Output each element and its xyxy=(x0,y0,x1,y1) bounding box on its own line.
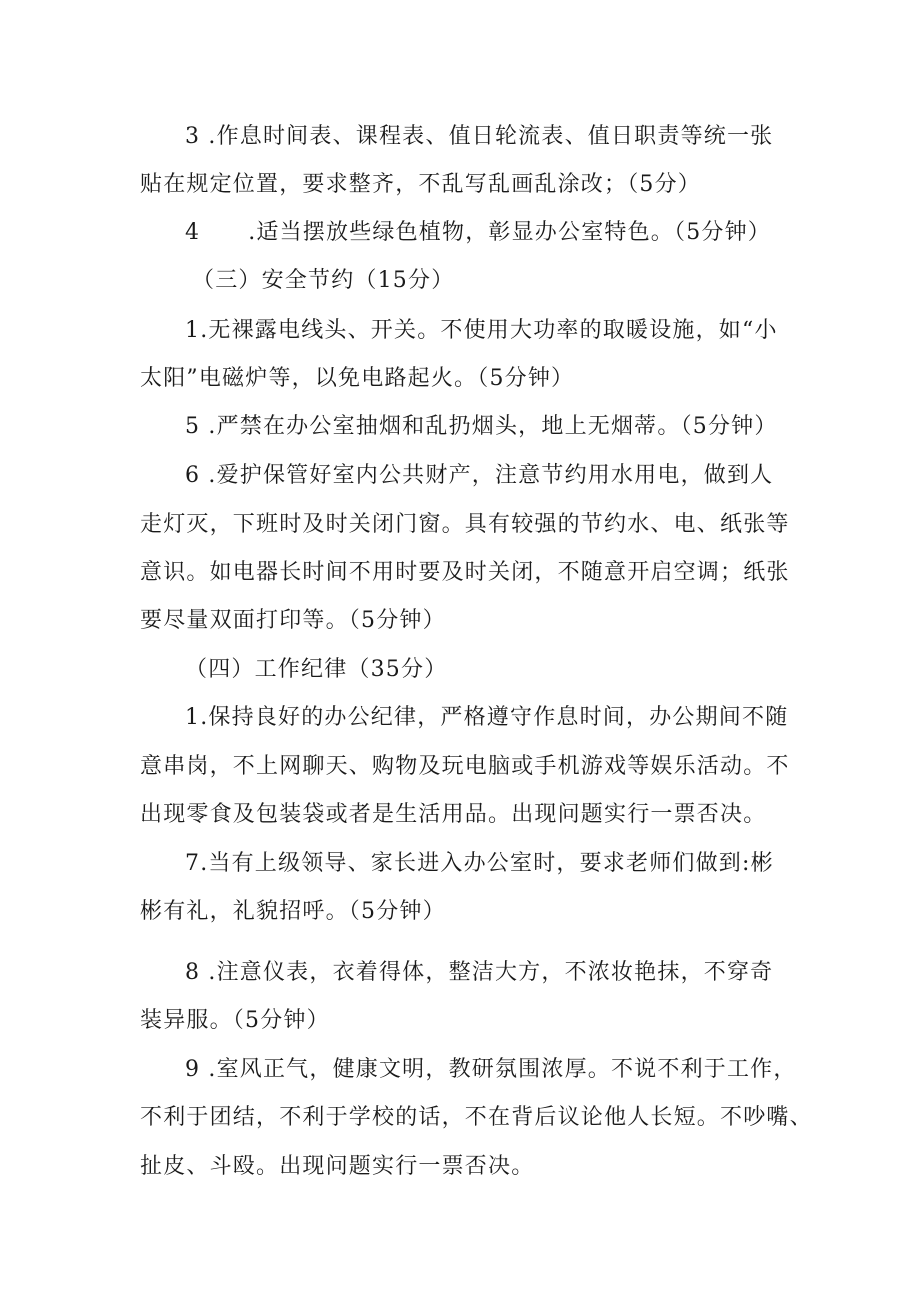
paragraph-line: 5 .严禁在办公室抽烟和乱扔烟头，地上无烟蒂。（5分钟） xyxy=(185,414,778,439)
paragraph-line: 扯皮、斗殴。出现问题实行一票否决。 xyxy=(140,1154,535,1179)
paragraph-line: 3 .作息时间表、课程表、值日轮流表、值日职责等统一张 xyxy=(185,124,774,149)
paragraph-line: 意识。如电器长时间不用时要及时关闭，不随意开启空调；纸张 xyxy=(140,560,790,585)
paragraph-line: 不利于团结，不利于学校的话，不在背后议论他人长短。不吵嘴、 xyxy=(140,1105,813,1130)
paragraph-line: 贴在规定位置，要求整齐，不乱写乱画乱涂改；（5分） xyxy=(140,172,701,197)
paragraph-line: 走灯灭，下班时及时关闭门窗。具有较强的节约水、电、纸张等 xyxy=(140,512,790,537)
paragraph-line: 9 .室风正气，健康文明，教研氛围浓厚。不说不利于工作， xyxy=(185,1057,797,1082)
item-text: .适当摆放些绿色植物，彰显办公室特色。（5分钟） xyxy=(248,220,771,245)
paragraph-line: 意串岗，不上网聊天、购物及玩电脑或手机游戏等娱乐活动。不 xyxy=(140,754,790,779)
paragraph-line xyxy=(0,218,920,248)
paragraph-line: 1.保持良好的办公纪律，严格遵守作息时间，办公期间不随 xyxy=(185,705,789,730)
paragraph-line: 7.当有上级领导、家长进入办公室时，要求老师们做到:彬 xyxy=(185,851,774,876)
section-heading: （四）工作纪律（35分） xyxy=(185,657,448,682)
paragraph-line: 装异服。（5分钟） xyxy=(140,1008,330,1033)
paragraph-line: 彬有礼，礼貌招呼。（5分钟） xyxy=(140,899,446,924)
section-heading: （三）安全节约（15分） xyxy=(192,268,455,293)
item-number: 4 xyxy=(185,220,201,245)
paragraph-line: 要尽量双面打印等。（5分钟） xyxy=(140,608,446,633)
paragraph-line: 8 .注意仪表，衣着得体，整洁大方，不浓妆艳抹，不穿奇 xyxy=(185,960,774,985)
paragraph-line: 出现零食及包装袋或者是生活用品。出现问题实行一票否决。 xyxy=(140,802,767,827)
paragraph-line: 太阳”电磁炉等，以免电路起火。（5分钟） xyxy=(140,366,575,391)
paragraph-line: 1.无裸露电线头、开关。不使用大功率的取暖设施，如“小 xyxy=(185,318,778,343)
paragraph-line: 6 .爱护保管好室内公共财产，注意节约用水用电，做到人 xyxy=(185,463,774,488)
